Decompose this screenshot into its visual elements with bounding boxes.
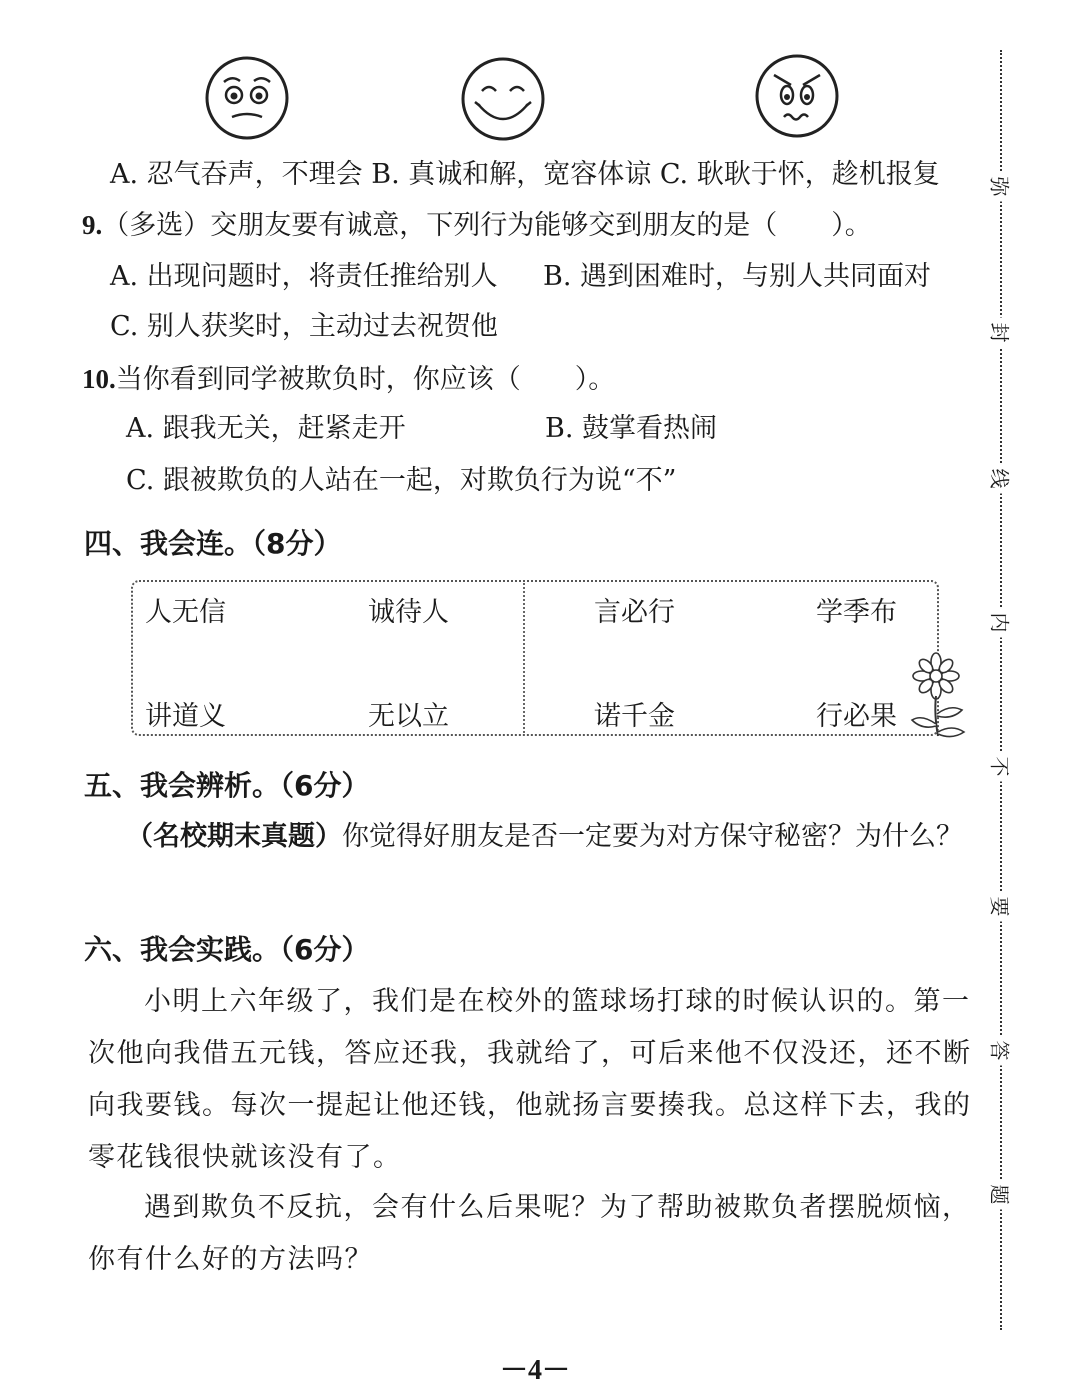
smiling-face-icon bbox=[460, 56, 546, 142]
q10-number: 10. bbox=[82, 364, 116, 394]
q10-option-a: A. 跟我无关，赶紧走开 bbox=[126, 413, 406, 444]
q9-option-a: A. 出现问题时，将责任推给别人 bbox=[110, 261, 498, 292]
section6-paragraph2: 遇到欺负不反抗，会有什么后果呢？为了帮助被欺负者摆脱烦恼，你有什么好的方法吗？ bbox=[88, 1192, 971, 1275]
q10-option-c: C. 跟被欺负的人站在一起，对欺负行为说“不” bbox=[126, 465, 677, 496]
binding-char-5: 不 bbox=[987, 752, 1016, 782]
match-right-bottom-2[interactable]: 行必果 bbox=[816, 701, 897, 732]
q10-option-b: B. 鼓掌看热闹 bbox=[545, 413, 718, 444]
binding-char-2: 封 bbox=[987, 318, 1016, 348]
page-number: －4－ bbox=[500, 1355, 571, 1386]
q10-line bbox=[82, 362, 615, 397]
worried-face-icon bbox=[204, 55, 290, 141]
match-left-top-1[interactable]: 人无信 bbox=[145, 597, 226, 628]
q10-stem: 当你看到同学被欺负时，你应该（ ）。 bbox=[115, 364, 616, 395]
section5-title: 五、我会辨析。（6分） bbox=[84, 769, 370, 802]
q9-option-c: C. 别人获奖时，主动过去祝贺他 bbox=[110, 311, 498, 342]
match-right-top-1[interactable]: 言必行 bbox=[594, 597, 675, 628]
section4-title: 四、我会连。（8分） bbox=[84, 527, 342, 560]
section6-title: 六、我会实践。（6分） bbox=[84, 933, 370, 966]
match-left-top-2[interactable]: 诚待人 bbox=[368, 597, 449, 628]
matching-divider bbox=[523, 583, 525, 733]
binding-char-6: 要 bbox=[987, 892, 1016, 922]
match-right-top-2[interactable]: 学季布 bbox=[816, 597, 897, 628]
q9-line bbox=[82, 208, 872, 243]
binding-char-1: 弥 bbox=[987, 172, 1016, 202]
match-left-bottom-1[interactable]: 讲道义 bbox=[145, 701, 226, 732]
q8-options: A. 忍气吞声，不理会 B. 真诚和解，宽容体谅 C. 耿耿于怀，趁机报复 bbox=[110, 159, 940, 190]
match-right-bottom-1[interactable]: 诺千金 bbox=[594, 701, 675, 732]
section5-question: 你觉得好朋友是否一定要为对方保守秘密？为什么？ bbox=[342, 821, 963, 852]
binding-char-4: 内 bbox=[987, 608, 1016, 638]
flower-icon bbox=[906, 652, 968, 740]
binding-char-7: 答 bbox=[987, 1036, 1016, 1066]
section6-paragraph1: 小明上六年级了，我们是在校外的篮球场打球的时候认识的。第一次他向我借五元钱，答应还我，我就给了，可后来他不仅没还，还不断向我要钱。每次一提起让他还钱，他就扬言要揍我。总这样下去，我的零花钱很快就该没有了。 bbox=[88, 986, 972, 1173]
binding-char-3: 线 bbox=[987, 464, 1016, 494]
angry-face-icon bbox=[754, 53, 840, 139]
q9-number: 9. bbox=[82, 210, 103, 240]
q9-stem: （多选）交朋友要有诚意，下列行为能够交到朋友的是（ ）。 bbox=[102, 210, 872, 241]
section5-question-line bbox=[126, 820, 963, 854]
binding-dotted-line bbox=[1000, 50, 1002, 1330]
match-left-bottom-2[interactable]: 无以立 bbox=[368, 701, 449, 732]
section5-tag: （名校期末真题） bbox=[126, 821, 342, 852]
q9-option-b: B. 遇到困难时，与别人共同面对 bbox=[543, 261, 932, 292]
binding-char-8: 题 bbox=[987, 1180, 1016, 1210]
